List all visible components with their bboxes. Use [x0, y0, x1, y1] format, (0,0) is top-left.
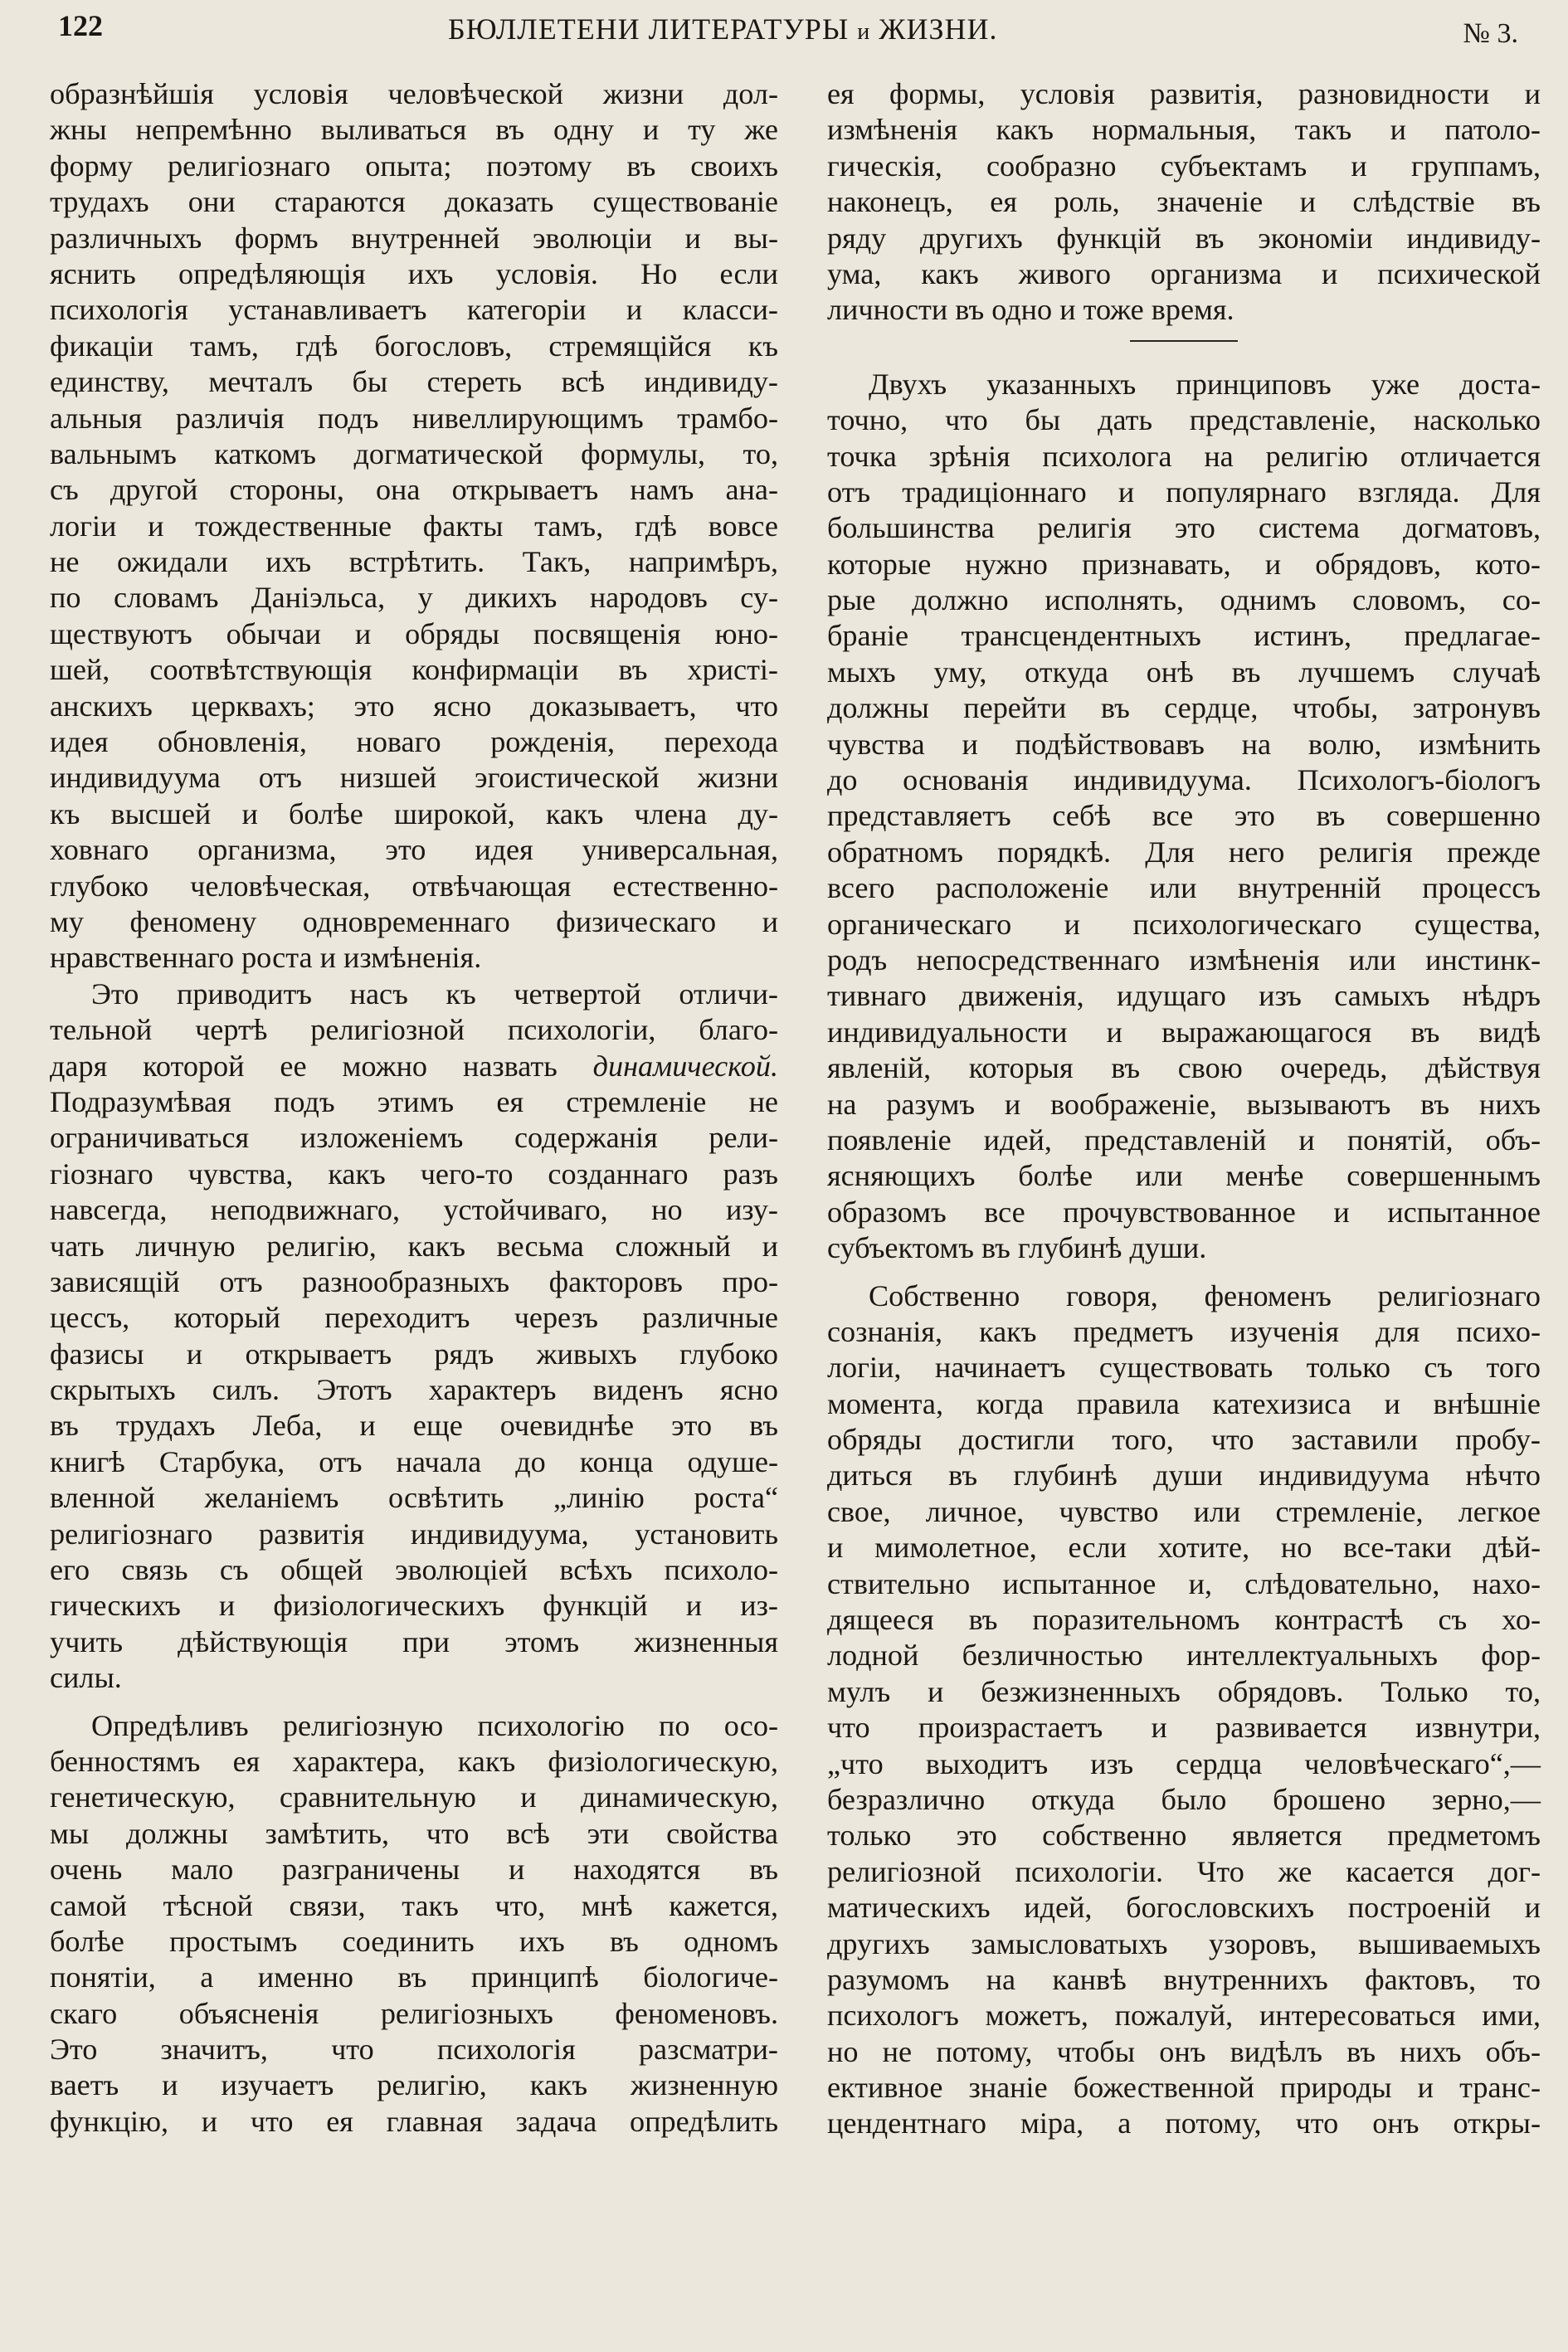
text-line — [50, 1229, 778, 1264]
text-line — [827, 402, 1541, 438]
line-text: вальнымъ каткомъ догматической формулы, то, — [50, 436, 778, 470]
text-line — [827, 1674, 1541, 1710]
text-line — [50, 256, 778, 292]
line-text: на разумъ и воображеніе, вызываютъ въ нихъ — [827, 1087, 1541, 1121]
line-text: ряду другихъ функцій въ экономіи индивиду- — [827, 221, 1541, 255]
text-line — [827, 1350, 1541, 1385]
text-line — [50, 869, 778, 904]
text-line — [827, 1926, 1541, 1962]
running-title-part1: БЮЛЛЕТЕНИ ЛИТЕРАТУРЫ — [448, 12, 850, 46]
text-line — [50, 1444, 778, 1480]
text-line — [827, 1230, 1541, 1266]
page-header — [58, 8, 1518, 58]
paragraph-gap — [827, 1267, 1541, 1278]
line-text: явленій, которыя въ свою очередь, дѣйствуя — [827, 1051, 1541, 1085]
line-text: обратномъ порядкѣ. Для него религія прежде — [827, 835, 1541, 869]
line-text: ховнаго организма, это идея универсальная, — [50, 833, 778, 867]
text-line — [827, 1602, 1541, 1638]
line-text: Собственно говоря, феноменъ религіознаго — [869, 1278, 1541, 1312]
left-text-column — [50, 76, 778, 2140]
text-line — [50, 112, 778, 148]
text-line — [50, 1624, 778, 1660]
text-line — [827, 1566, 1541, 1602]
line-text: Это приводитъ насъ къ четвертой отличи- — [91, 976, 778, 1010]
line-text: чать личную религію, какъ весьма сложный и — [50, 1229, 778, 1263]
text-line — [50, 724, 778, 760]
line-text: индивидуальности и выражающагося въ видѣ — [827, 1015, 1541, 1049]
line-text: фазисы и открываетъ рядъ живыхъ глубоко — [50, 1337, 778, 1371]
line-text: рые должно исполнять, однимъ словомъ, со- — [827, 583, 1541, 617]
line-text: образнѣйшія условія человѣческой жизни дол- — [50, 77, 778, 110]
text-line — [827, 762, 1541, 798]
text-line — [827, 1638, 1541, 1673]
line-text: даря которой ее можно назвать — [50, 1049, 558, 1083]
text-line — [50, 1517, 778, 1552]
text-line — [50, 1960, 778, 1995]
text-line — [50, 689, 778, 724]
line-text: учить дѣйствующія при этомъ жизненныя — [50, 1624, 778, 1658]
text-line — [50, 401, 778, 436]
text-line — [50, 580, 778, 616]
line-text: мы должны замѣтить, что всѣ эти свойства — [50, 1816, 778, 1850]
text-line — [827, 2070, 1541, 2106]
line-text: ствительно испытанное и, слѣдовательно, нахо- — [827, 1566, 1541, 1600]
line-text: наконецъ, ея роль, значеніе и слѣдствіе въ — [827, 185, 1541, 219]
text-line — [827, 1530, 1541, 1566]
line-text: гіознаго чувства, какъ чего-то созданнаго разъ — [50, 1157, 778, 1191]
text-line — [50, 1660, 778, 1696]
text-line — [50, 472, 778, 508]
text-line — [827, 1458, 1541, 1493]
line-text: ума, какъ живого организма и психической — [827, 256, 1541, 290]
text-line — [50, 184, 778, 220]
line-text: психологъ можетъ, пожалуй, интересоваться ими, — [827, 1999, 1541, 2033]
line-text: гическія, сообразно субъектамъ и группамъ, — [827, 149, 1541, 183]
text-line — [827, 727, 1541, 762]
line-text: скрытыхъ силъ. Этотъ характеръ виденъ ясно — [50, 1373, 778, 1407]
line-text: очень мало разграничены и находятся въ — [50, 1853, 778, 1887]
text-line — [827, 1386, 1541, 1422]
text-line — [827, 1782, 1541, 1818]
line-text: яснить опредѣляющія ихъ условія. Но если — [50, 256, 778, 290]
line-text: безразлично откуда было брошено зерно,— — [827, 1782, 1541, 1816]
line-text: вленной желаніемъ освѣтить „линію роста“ — [50, 1481, 778, 1515]
line-text: болѣе простымъ соединить ихъ въ одномъ — [50, 1924, 778, 1958]
text-line — [827, 1962, 1541, 1998]
line-text: до основанія индивидуума. Психологъ-біологъ — [827, 763, 1541, 797]
text-line — [50, 1852, 778, 1887]
text-line — [50, 976, 778, 1012]
line-text: ективное знаніе божественной природы и транс- — [827, 2071, 1541, 2105]
text-line — [827, 2034, 1541, 2070]
text-line — [50, 1192, 778, 1228]
text-line — [827, 149, 1541, 184]
text-line — [50, 76, 778, 112]
line-text: ея формы, условія развитія, разновидности и — [827, 77, 1541, 110]
line-text: дящееся въ поразительномъ контрастѣ съ хо- — [827, 1603, 1541, 1637]
line-text: не ожидали ихъ встрѣтить. Такъ, напримѣръ, — [50, 545, 778, 579]
line-text: самой тѣсной связи, такъ что, мнѣ кажется, — [50, 1888, 778, 1922]
text-line — [50, 1337, 778, 1372]
line-text: ществуютъ обычаи и обряды посвященія юно- — [50, 616, 778, 650]
text-line — [50, 1408, 778, 1444]
text-line — [50, 1924, 778, 1960]
line-text: генетическую, сравнительную и динамическую, — [50, 1780, 778, 1814]
line-text: образомъ все прочувствованное и испытанное — [827, 1195, 1541, 1229]
text-line — [827, 1122, 1541, 1158]
line-text: сознанія, какъ предметъ изученія для психо- — [827, 1314, 1541, 1348]
line-text: которые нужно признавать, и обрядовъ, кото- — [827, 547, 1541, 581]
line-text: понятіи, а именно въ принципѣ біологиче- — [50, 1960, 778, 1994]
line-text: различныхъ формъ внутренней эволюціи и вы- — [50, 221, 778, 255]
text-line — [50, 2032, 778, 2067]
text-line — [50, 1888, 778, 1924]
line-text: Опредѣливъ религіозную психологію по осо- — [91, 1708, 778, 1742]
section-divider — [1130, 340, 1238, 342]
text-line — [50, 1049, 778, 1084]
line-text: представляетъ себѣ все это въ совершенно — [827, 799, 1541, 833]
line-text: диться въ глубинѣ души индивидуума нѣчто — [827, 1458, 1541, 1493]
line-text: религіознаго развитія индивидуума, установить — [50, 1517, 778, 1551]
text-line — [827, 475, 1541, 510]
line-text: свое, личное, чувство или стремленіе, легкое — [827, 1494, 1541, 1528]
line-text: должны перейти въ сердце, чтобы, затронувъ — [827, 691, 1541, 725]
text-line — [50, 1708, 778, 1744]
text-line — [827, 221, 1541, 256]
line-text: Это значитъ, что психологія разсматри- — [50, 2033, 778, 2067]
line-text: субъектомъ въ глубинѣ души. — [827, 1231, 1207, 1265]
text-line — [827, 618, 1541, 654]
running-title-conjunction: и — [857, 19, 871, 45]
text-line — [827, 112, 1541, 148]
text-line — [827, 655, 1541, 690]
emphasized-word: динамической. — [592, 1049, 778, 1083]
line-text: скаго объясненія религіозныхъ феноменовъ. — [50, 1996, 778, 2030]
text-line — [827, 582, 1541, 618]
line-text: съ другой стороны, она открываетъ намъ ана- — [50, 473, 778, 507]
running-title-part2: ЖИЗНИ. — [879, 12, 998, 46]
text-line — [827, 256, 1541, 292]
text-line — [50, 509, 778, 544]
line-text: идея обновленія, новаго рожденія, перехода — [50, 725, 778, 759]
line-text: шей, соотвѣтствующія конфирмаціи въ христі- — [50, 653, 778, 687]
line-text: органическаго и психологическаго существа, — [827, 907, 1541, 941]
text-line — [827, 547, 1541, 582]
line-text: му феномену одновременнаго физическаго и — [50, 904, 778, 938]
text-line — [827, 439, 1541, 475]
line-text: бенностямъ ея характера, какъ физіологическую, — [50, 1744, 778, 1778]
line-text: родъ непосредственнаго измѣненія или инстинк- — [827, 942, 1541, 976]
line-text: глубоко человѣческая, отвѣчающая естественно- — [50, 869, 778, 903]
text-line — [50, 1996, 778, 2032]
text-line — [827, 907, 1541, 942]
text-line — [50, 292, 778, 328]
text-line — [827, 690, 1541, 726]
text-line — [50, 1780, 778, 1815]
line-text: силы. — [50, 1661, 122, 1695]
line-text: логіи и тождественные факты тамъ, гдѣ вовсе — [50, 509, 778, 543]
text-line — [50, 1012, 778, 1048]
text-line — [827, 1422, 1541, 1458]
text-line — [827, 2106, 1541, 2141]
text-line — [50, 1816, 778, 1852]
text-line — [50, 652, 778, 688]
line-text: фикаціи тамъ, гдѣ богословъ, стремящійся къ — [50, 329, 778, 363]
line-text: ваетъ и изучаетъ религію, какъ жизненную — [50, 2068, 778, 2102]
line-text: мыхъ уму, откуда онѣ въ лучшемъ случаѣ — [827, 655, 1541, 689]
text-line — [827, 1710, 1541, 1746]
line-text: момента, когда правила катехизиса и внѣшніе — [827, 1386, 1541, 1420]
text-line — [50, 1744, 778, 1780]
text-line — [827, 1195, 1541, 1230]
line-text: обряды достигли того, что заставили пробу- — [827, 1423, 1541, 1457]
line-text: только это собственно является предметомъ — [827, 1819, 1541, 1853]
line-text: навсегда, неподвижнаго, устойчиваго, но изу- — [50, 1193, 778, 1227]
text-line — [50, 364, 778, 400]
text-line — [50, 149, 778, 184]
running-title — [448, 12, 998, 46]
text-line — [50, 1588, 778, 1624]
line-text: точка зрѣнія психолога на религію отличается — [827, 439, 1541, 473]
line-text: цессъ, который переходитъ черезъ различные — [50, 1301, 778, 1335]
text-line — [827, 1818, 1541, 1853]
text-line — [827, 510, 1541, 546]
line-text: чувства и подѣйствовавъ на волю, измѣнить — [827, 727, 1541, 761]
line-text: трудахъ они стараются доказать существованіе — [50, 185, 778, 219]
line-text: что произрастаетъ и развивается извнутри, — [827, 1711, 1541, 1745]
line-text: анскихъ церквахъ; это ясно доказываетъ, что — [50, 689, 778, 723]
text-line — [50, 796, 778, 832]
line-text: тельной чертѣ религіозной психологіи, благо- — [50, 1013, 778, 1047]
line-text: и мимолетное, если хотите, но все-таки дѣй- — [827, 1531, 1541, 1565]
line-text: разумомъ на канвѣ внутреннихъ фактовъ, то — [827, 1962, 1541, 1996]
text-line — [50, 2104, 778, 2140]
line-text: къ высшей и болѣе широкой, какъ члена ду- — [50, 796, 778, 830]
line-text: точно, что бы дать представленіе, насколько — [827, 403, 1541, 437]
line-text: книгѣ Старбука, отъ начала до конца одуше- — [50, 1444, 778, 1478]
text-line — [827, 367, 1541, 402]
line-text: „что выходитъ изъ сердца человѣческаго“,— — [827, 1746, 1541, 1780]
text-line — [827, 1746, 1541, 1782]
page-number: 122 — [58, 9, 103, 42]
text-line — [50, 221, 778, 256]
line-text: Двухъ указанныхъ принциповъ уже доста- — [869, 367, 1541, 401]
line-text: логіи, начинаетъ существовать только съ того — [827, 1351, 1541, 1385]
text-line — [50, 436, 778, 472]
text-line — [50, 1372, 778, 1408]
text-line — [50, 1480, 778, 1516]
line-text: функцію, и что ея главная задача опредѣлить — [50, 2104, 778, 2138]
text-line — [50, 1264, 778, 1300]
line-text: измѣненія какъ нормальныя, такъ и патоло- — [827, 113, 1541, 147]
line-text: появленіе идей, представленій и понятій, объ- — [827, 1122, 1541, 1157]
text-line — [827, 1494, 1541, 1530]
paragraph-gap — [50, 1697, 778, 1708]
text-line — [827, 1998, 1541, 2033]
text-line — [50, 1300, 778, 1336]
line-text: всего расположеніе или внутренній процессъ — [827, 871, 1541, 905]
text-line — [50, 329, 778, 364]
text-line — [50, 616, 778, 652]
text-line — [827, 942, 1541, 978]
text-line — [827, 835, 1541, 870]
text-line — [50, 832, 778, 868]
line-text: альныя различія подъ нивеллирующимъ трамбо- — [50, 401, 778, 435]
text-line — [50, 1120, 778, 1156]
line-text: ясняющихъ болѣе или менѣе совершеннымъ — [827, 1159, 1541, 1193]
line-text: религіозной психологіи. Что же касается дог- — [827, 1854, 1541, 1888]
text-line — [50, 1084, 778, 1120]
text-line — [827, 1278, 1541, 1314]
line-text: единству, мечталъ бы стереть всѣ индивиду- — [50, 365, 778, 399]
line-text: форму религіознаго опыта; поэтому въ своихъ — [50, 149, 778, 183]
line-text: въ трудахъ Леба, и еще очевиднѣе это въ — [50, 1409, 778, 1443]
line-text: но не потому, чтобы онъ видѣлъ въ нихъ объ- — [827, 2034, 1541, 2068]
text-line — [827, 292, 1541, 328]
text-line — [827, 1314, 1541, 1350]
line-text: его связь съ общей эволюціей всѣхъ психоло- — [50, 1553, 778, 1587]
text-line — [827, 1158, 1541, 1194]
text-line — [827, 1015, 1541, 1050]
line-text: лодной безличностью интеллектуальныхъ фор- — [827, 1639, 1541, 1673]
text-line — [827, 978, 1541, 1014]
line-text: большинства религія это система догматовъ, — [827, 511, 1541, 545]
line-text: психологія устанавливаетъ категоріи и класси- — [50, 293, 778, 327]
line-text: ограничиваться изложеніемъ содержанія рели- — [50, 1121, 778, 1155]
text-line — [50, 904, 778, 940]
text-line — [50, 1552, 778, 1588]
line-text: гическихъ и физіологическихъ функцій и из- — [50, 1589, 778, 1623]
line-text: отъ традиціоннаго и популярнаго взгляда. Для — [827, 475, 1541, 509]
text-line — [827, 798, 1541, 834]
line-text: мулъ и безжизненныхъ обрядовъ. Только то, — [827, 1674, 1541, 1708]
line-text: нравственнаго роста и измѣненія. — [50, 941, 482, 975]
line-text: индивидуума отъ низшей эгоистической жизни — [50, 761, 778, 795]
line-text: зависящій отъ разнообразныхъ факторовъ про- — [50, 1264, 778, 1298]
text-line — [50, 544, 778, 580]
line-text: по словамъ Даніэльса, у дикихъ народовъ су- — [50, 581, 778, 615]
line-text: тивнаго движенія, идущаго изъ самыхъ нѣдръ — [827, 979, 1541, 1013]
text-line — [827, 870, 1541, 906]
line-text: другихъ замысловатыхъ узоровъ, вышиваемыхъ — [827, 1926, 1541, 1960]
line-text: браніе трансцендентныхъ истинъ, предлагае- — [827, 619, 1541, 653]
text-line — [50, 940, 778, 976]
text-line — [827, 1890, 1541, 1926]
line-text: жны непремѣнно выливаться въ одну и ту же — [50, 113, 778, 147]
line-text: цендентнаго міра, а потому, что онъ откры- — [827, 2106, 1541, 2140]
text-line — [50, 2067, 778, 2103]
text-line — [827, 1854, 1541, 1890]
right-text-column — [827, 76, 1541, 2142]
text-line — [827, 76, 1541, 112]
line-text: матическихъ идей, богословскихъ построеній и — [827, 1891, 1541, 1925]
line-text: Подразумѣвая подъ этимъ ея стремленіе не — [50, 1084, 778, 1118]
line-text: личности въ одно и тоже время. — [827, 293, 1234, 327]
issue-number: № 3. — [1463, 18, 1518, 49]
text-line — [50, 1157, 778, 1192]
text-line — [50, 760, 778, 796]
text-line — [827, 1087, 1541, 1122]
text-line — [827, 184, 1541, 220]
text-line — [827, 1050, 1541, 1086]
